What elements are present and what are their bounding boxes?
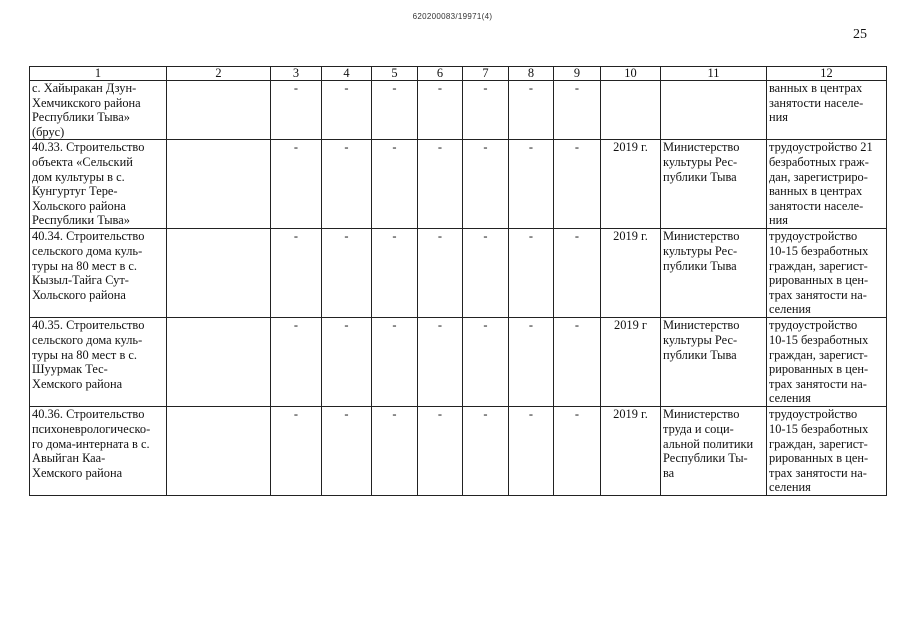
- result-cell: [767, 407, 887, 496]
- result-cell-line: селения: [769, 480, 811, 495]
- header-cell: 1: [30, 67, 167, 81]
- object-name-cell-line: Республики Тыва»: [32, 110, 130, 125]
- object-name-cell-line: Авыйган Каа-: [32, 451, 106, 466]
- column-2-cell: [167, 140, 271, 229]
- result-cell-line: ния: [769, 213, 788, 228]
- result-cell-line: 10-15 безработных: [769, 332, 869, 347]
- header-cell: 6: [418, 67, 463, 81]
- result-cell-line: трах занятости на-: [769, 465, 867, 480]
- dash-cell: -: [372, 140, 418, 229]
- header-cell: 4: [322, 67, 372, 81]
- dash-cell: -: [554, 229, 601, 318]
- dash-cell: -: [271, 407, 322, 496]
- header-row: [30, 67, 887, 81]
- table-row: [30, 81, 887, 140]
- dash-cell: -: [509, 407, 554, 496]
- dash-cell: -: [418, 407, 463, 496]
- result-cell-line: граждан, зарегист-: [769, 436, 868, 451]
- dash-cell: -: [271, 318, 322, 407]
- dash-cell: -: [271, 229, 322, 318]
- column-2-cell: [167, 407, 271, 496]
- executor-cell-line: Республики Ты-: [663, 451, 748, 466]
- header-cell: 7: [463, 67, 509, 81]
- column-2-cell: [167, 81, 271, 140]
- object-name-cell-line: Хольского района: [32, 198, 126, 213]
- table-row: [30, 229, 887, 318]
- dash-cell: -: [372, 229, 418, 318]
- executor-cell: [661, 229, 767, 318]
- object-name-cell: [30, 318, 167, 407]
- object-name-cell: [30, 140, 167, 229]
- page-number: 25: [853, 27, 867, 42]
- dash-cell: -: [372, 407, 418, 496]
- executor-cell-line: культуры Рес-: [663, 332, 738, 347]
- object-name-cell-line: Хемского района: [32, 376, 123, 391]
- executor-cell-line: ва: [663, 465, 675, 480]
- year-cell: 2019 г.: [601, 140, 661, 229]
- header-cell: 3: [271, 67, 322, 81]
- dash-cell: -: [271, 81, 322, 140]
- result-cell-line: ванных в центрах: [769, 184, 863, 199]
- executor-cell: [661, 140, 767, 229]
- object-name-cell-line: психоневрологическо-: [32, 421, 151, 436]
- object-name-cell-line: дом культуры в с.: [32, 169, 125, 184]
- object-name-cell-line: Хемчикского района: [32, 95, 141, 110]
- object-name-cell-line: сельского дома куль-: [32, 332, 143, 347]
- dash-cell: -: [322, 407, 372, 496]
- dash-cell: -: [463, 81, 509, 140]
- dash-cell: -: [554, 318, 601, 407]
- executor-cell-line: публики Тыва: [663, 347, 737, 362]
- plan-table: [29, 66, 887, 496]
- result-cell-line: занятости населе-: [769, 95, 864, 110]
- result-cell-line: трудоустройство: [769, 318, 858, 333]
- executor-cell-line: Министерство: [663, 407, 740, 422]
- executor-cell-line: культуры Рес-: [663, 243, 738, 258]
- result-cell-line: трудоустройство: [769, 407, 858, 422]
- executor-cell: [661, 318, 767, 407]
- column-2-cell: [167, 318, 271, 407]
- header-cell: 9: [554, 67, 601, 81]
- dash-cell: -: [322, 318, 372, 407]
- result-cell-line: рированных в цен-: [769, 273, 869, 288]
- dash-cell: -: [418, 229, 463, 318]
- object-name-cell: [30, 81, 167, 140]
- dash-cell: -: [322, 229, 372, 318]
- object-name-cell-line: 40.33. Строительство: [32, 140, 145, 155]
- year-cell: [601, 81, 661, 140]
- result-cell-line: селения: [769, 391, 811, 406]
- executor-cell-line: публики Тыва: [663, 258, 737, 273]
- table-row: [30, 407, 887, 496]
- result-cell: [767, 140, 887, 229]
- dash-cell: -: [322, 140, 372, 229]
- object-name-cell-line: объекта «Сельский: [32, 154, 133, 169]
- dash-cell: -: [271, 140, 322, 229]
- dash-cell: -: [322, 81, 372, 140]
- year-cell: 2019 г: [601, 318, 661, 407]
- object-name-cell-line: Шуурмак Тес-: [32, 362, 108, 377]
- executor-cell-line: культуры Рес-: [663, 154, 738, 169]
- dash-cell: -: [463, 407, 509, 496]
- result-cell: [767, 318, 887, 407]
- object-name-cell-line: Республики Тыва»: [32, 213, 130, 228]
- header-cell: 12: [767, 67, 887, 81]
- object-name-cell-line: сельского дома куль-: [32, 243, 143, 258]
- header-cell: 5: [372, 67, 418, 81]
- object-name-cell-line: (брус): [32, 124, 65, 139]
- dash-cell: -: [509, 318, 554, 407]
- executor-cell-line: Министерство: [663, 229, 740, 244]
- object-name-cell-line: с. Хайыракан Дзун-: [32, 81, 137, 95]
- dash-cell: -: [372, 318, 418, 407]
- result-cell-line: граждан, зарегист-: [769, 347, 868, 362]
- result-cell-line: трудоустройство: [769, 229, 858, 244]
- executor-cell-line: публики Тыва: [663, 169, 737, 184]
- object-name-cell-line: го дома-интерната в с.: [32, 436, 150, 451]
- result-cell-line: безработных граж-: [769, 154, 869, 169]
- executor-cell: [661, 407, 767, 496]
- result-cell-line: занятости населе-: [769, 198, 864, 213]
- dash-cell: -: [554, 81, 601, 140]
- object-name-cell-line: Кызыл-Тайга Сут-: [32, 273, 129, 288]
- object-name-cell-line: Хемского района: [32, 465, 123, 480]
- object-name-cell-line: Кунгуртуг Тере-: [32, 184, 118, 199]
- object-name-cell-line: 40.35. Строительство: [32, 318, 145, 333]
- result-cell: [767, 229, 887, 318]
- result-cell-line: 10-15 безработных: [769, 243, 869, 258]
- header-cell: 11: [661, 67, 767, 81]
- year-cell: 2019 г.: [601, 407, 661, 496]
- executor-cell-line: труда и соци-: [663, 421, 734, 436]
- executor-cell-line: Министерство: [663, 140, 740, 155]
- document-id: 620200083/19971(4): [412, 12, 493, 21]
- result-cell-line: трах занятости на-: [769, 376, 867, 391]
- object-name-cell: [30, 407, 167, 496]
- executor-cell-line: Министерство: [663, 318, 740, 333]
- column-2-cell: [167, 229, 271, 318]
- table-row: [30, 140, 887, 229]
- dash-cell: -: [554, 140, 601, 229]
- result-cell-line: граждан, зарегист-: [769, 258, 868, 273]
- result-cell-line: трах занятости на-: [769, 287, 867, 302]
- executor-cell-line: альной политики: [663, 436, 754, 451]
- dash-cell: -: [463, 229, 509, 318]
- result-cell-line: рированных в цен-: [769, 362, 869, 377]
- executor-cell: [661, 81, 767, 140]
- dash-cell: -: [509, 140, 554, 229]
- object-name-cell-line: 40.34. Строительство: [32, 229, 145, 244]
- object-name-cell: [30, 229, 167, 318]
- result-cell-line: 10-15 безработных: [769, 421, 869, 436]
- table-row: [30, 318, 887, 407]
- dash-cell: -: [509, 229, 554, 318]
- dash-cell: -: [509, 81, 554, 140]
- object-name-cell-line: туры на 80 мест в с.: [32, 258, 137, 273]
- year-cell: 2019 г.: [601, 229, 661, 318]
- object-name-cell-line: 40.36. Строительство: [32, 407, 145, 422]
- header-cell: 2: [167, 67, 271, 81]
- object-name-cell-line: туры на 80 мест в с.: [32, 347, 137, 362]
- result-cell-line: рированных в цен-: [769, 451, 869, 466]
- result-cell-line: ванных в центрах: [769, 81, 863, 95]
- dash-cell: -: [418, 318, 463, 407]
- header-cell: 10: [601, 67, 661, 81]
- object-name-cell-line: Хольского района: [32, 287, 126, 302]
- dash-cell: -: [418, 81, 463, 140]
- header-cell: 8: [509, 67, 554, 81]
- result-cell-line: ния: [769, 110, 788, 125]
- dash-cell: -: [372, 81, 418, 140]
- dash-cell: -: [554, 407, 601, 496]
- result-cell-line: дан, зарегистриро-: [769, 169, 868, 184]
- dash-cell: -: [418, 140, 463, 229]
- dash-cell: -: [463, 318, 509, 407]
- result-cell-line: трудоустройство 21: [769, 140, 873, 155]
- dash-cell: -: [463, 140, 509, 229]
- result-cell: [767, 81, 887, 140]
- result-cell-line: селения: [769, 302, 811, 317]
